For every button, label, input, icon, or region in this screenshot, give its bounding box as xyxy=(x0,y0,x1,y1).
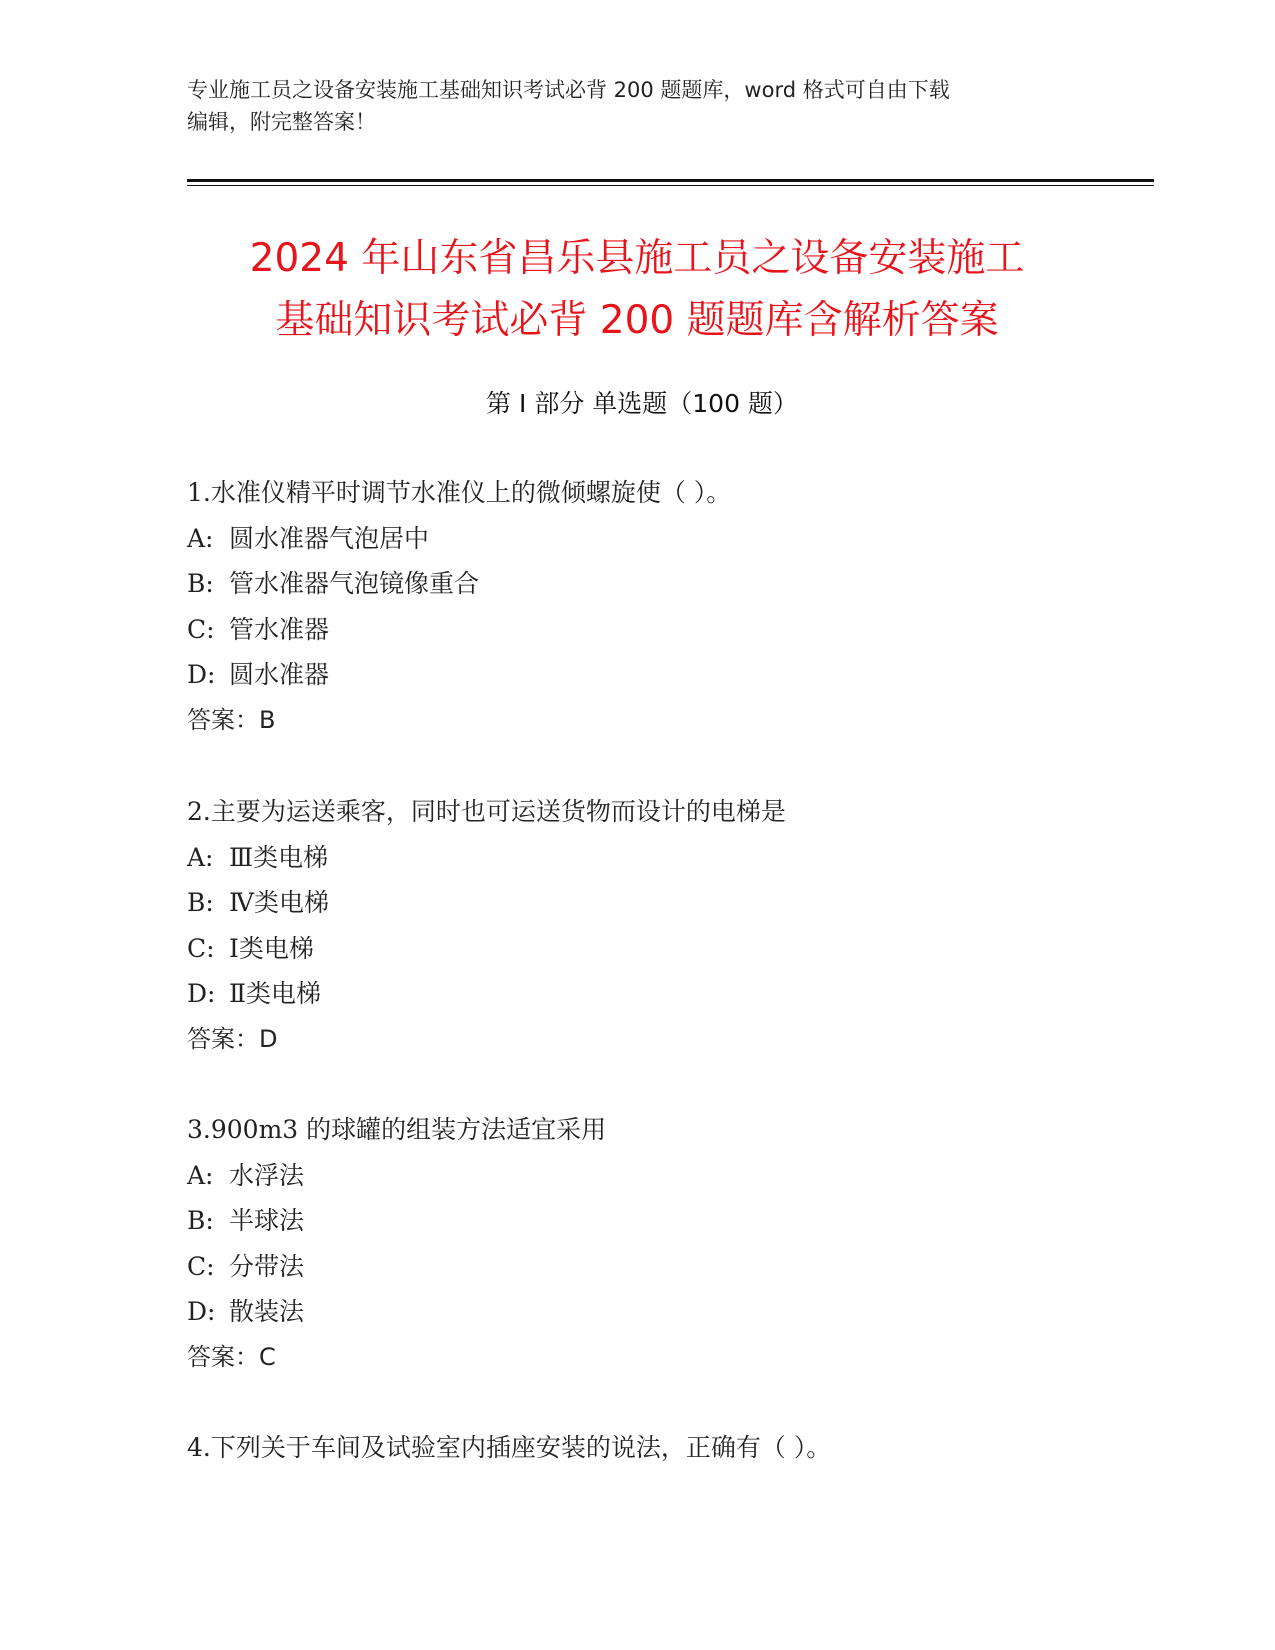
option-d xyxy=(187,971,1127,1017)
header-divider-thin xyxy=(187,185,1154,186)
option-text: 圆水准器 xyxy=(229,660,330,689)
option-text: Ⅱ类电梯 xyxy=(229,979,321,1008)
option-letter: D: xyxy=(187,660,216,689)
answer-line: 答案：B xyxy=(187,705,276,734)
option-letter: A: xyxy=(187,842,214,872)
answer-line: 答案：C xyxy=(187,1342,276,1371)
question-stem: 4.下列关于车间及试验室内插座安装的说法，正确有（ ）。 xyxy=(187,1433,832,1462)
question-2 xyxy=(187,789,1127,1062)
question-stem: 2.主要为运送乘客，同时也可运送货物而设计的电梯是 xyxy=(187,797,786,826)
option-text: 半球法 xyxy=(229,1206,305,1235)
question-stem: 1.水准仪精平时调节水准仪上的微倾螺旋使（ ）。 xyxy=(187,478,732,507)
option-b xyxy=(187,561,1127,607)
option-text: 管水准器 xyxy=(229,614,330,644)
question-stem: 3.900m3 的球罐的组装方法适宜采用 xyxy=(187,1115,607,1144)
document-title-line-1: 2024 年山东省昌乐县施工员之设备安装施工 xyxy=(249,236,1025,281)
question-3 xyxy=(187,1107,1127,1380)
document-title xyxy=(137,228,1137,352)
option-text: 水浮法 xyxy=(229,1160,305,1190)
answer-line: 答案：D xyxy=(187,1024,278,1053)
option-b xyxy=(187,880,1127,926)
question-1 xyxy=(187,470,1127,743)
option-letter: A: xyxy=(187,1160,214,1190)
option-text: Ⅲ类电梯 xyxy=(229,842,329,872)
option-text: 管水准器气泡镜像重合 xyxy=(229,569,480,598)
option-letter: C: xyxy=(187,614,215,644)
option-letter: B: xyxy=(187,569,214,598)
document-title-line-2: 基础知识考试必背 200 题题库含解析答案 xyxy=(275,298,999,343)
option-letter: A: xyxy=(187,523,214,553)
option-c xyxy=(187,1244,1127,1290)
option-c xyxy=(187,607,1127,653)
option-a xyxy=(187,516,1127,562)
option-a xyxy=(187,1153,1127,1199)
option-letter: B: xyxy=(187,888,214,917)
option-letter: C: xyxy=(187,1251,215,1281)
option-text: 分带法 xyxy=(229,1251,305,1281)
section-heading: 第 I 部分 单选题（100 题） xyxy=(486,389,798,418)
header-divider-thick xyxy=(187,179,1154,182)
option-d xyxy=(187,1289,1127,1335)
option-letter: D: xyxy=(187,1297,216,1326)
header-note-line-2: 编辑，附完整答案！ xyxy=(187,110,376,134)
option-text: Ⅰ类电梯 xyxy=(229,933,314,963)
header-note xyxy=(187,74,1087,138)
option-letter: B: xyxy=(187,1206,214,1235)
option-c xyxy=(187,926,1127,972)
option-d xyxy=(187,652,1127,698)
question-4 xyxy=(187,1425,1127,1471)
header-note-line-1: 专业施工员之设备安装施工基础知识考试必背 200 题题库，word 格式可自由下载 xyxy=(187,78,950,102)
option-text: 圆水准器气泡居中 xyxy=(229,523,430,553)
option-text: Ⅳ类电梯 xyxy=(229,888,329,917)
option-letter: D: xyxy=(187,979,216,1008)
option-text: 散装法 xyxy=(229,1297,305,1326)
option-a xyxy=(187,835,1127,881)
option-letter: C: xyxy=(187,933,215,963)
option-b xyxy=(187,1198,1127,1244)
